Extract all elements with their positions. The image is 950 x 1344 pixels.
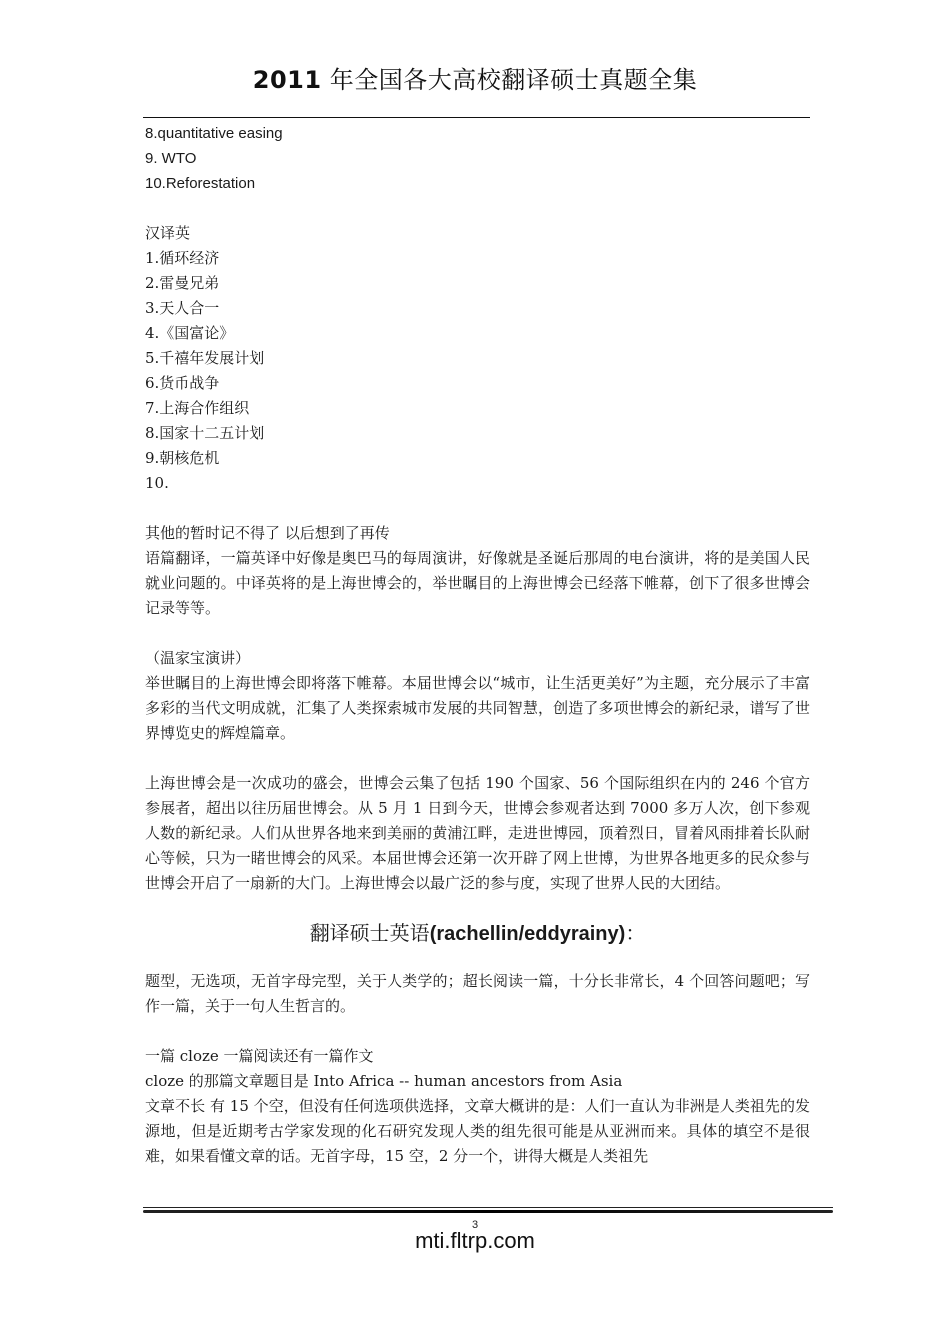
header-rule: [143, 117, 810, 118]
header-title: 年全国各大高校翻译硕士真题全集: [321, 66, 698, 94]
paragraph: 举世瞩目的上海世博会即将落下帷幕。本届世博会以“城市，让生活更美好”为主题，充分展示了丰富多彩的当代文明成就，汇集了人类探索城市发展的共同智慧，创造了多项世博会的新纪录，谱写了世界博览史的辉煌篇章。: [145, 674, 810, 742]
footer-url: mti.fltrp.com: [415, 1228, 535, 1253]
list-item: 9.朝核危机: [145, 449, 220, 467]
list-item: 3.天人合一: [145, 299, 220, 317]
section-heading-zh-to-en: 汉译英: [145, 224, 191, 242]
note-line: 一篇 cloze 一篇阅读还有一篇作文: [145, 1047, 374, 1065]
list-item: 4.《国富论》: [145, 324, 235, 342]
paragraph: 上海世博会是一次成功的盛会，世博会云集了包括 190 个国家、56 个国际组织在内的 246 个官方参展者，超出以往历届世博会。从 5 月 1 日到今天，世博会参观者达到 7000 多万人次，创下参观人数的新纪录。人们从世界各地来到美丽的黄浦江畔，走进世博园，顶着烈日，冒着风雨排着长队耐心等候，只为一睹世博会的风采。本届世博会还第一次开辟了网上世博，为世界各地更多的民众参与世博会开启了一扇新的大门。上海世博会以最广泛的参与度，实现了世界人民的大团结。: [145, 774, 810, 892]
note-line: 其他的暂时记不得了 以后想到了再传: [145, 524, 390, 542]
section-title-authors: (rachellin/eddyrainy): [429, 923, 626, 945]
list-item: 9. WTO: [145, 150, 197, 167]
paragraph: 题型，无选项，无首字母完型，关于人类学的；超长阅读一篇，十分长非常长，4 个回答问题吧；写作一篇，关于一句人生哲言的。: [145, 972, 810, 1015]
document-body: [145, 121, 810, 1169]
note-line: cloze 的那篇文章题目是 Into Africa -- human ancestors from Asia: [145, 1072, 623, 1090]
paragraph: 文章不长 有 15 个空，但没有任何选项供选择，文章大概讲的是：人们一直认为非洲是人类祖先的发源地，但是近期考古学家发现的化石研究发现人类的组先很可能是从亚洲而来。具体的填空不是很难，如果看懂文章的话。无首字母，15 空，2 分一个，讲得大概是人类祖先: [145, 1097, 810, 1165]
list-item: 8.国家十二五计划: [145, 424, 265, 442]
list-item: 10.Reforestation: [145, 175, 256, 192]
section-title-prefix: 翻译硕士英语: [309, 921, 430, 945]
page-header: [0, 60, 950, 95]
list-item: 1.循环经济: [145, 249, 220, 267]
list-item: 10.: [145, 474, 169, 492]
header-year: 2011: [252, 66, 322, 94]
list-item: 6.货币战争: [145, 374, 220, 392]
list-item: 2.雷曼兄弟: [145, 274, 220, 292]
footer-rule: [143, 1207, 833, 1213]
list-item: 8.quantitative easing: [145, 125, 283, 142]
page-number: 3: [471, 1219, 479, 1231]
speech-label: （温家宝演讲）: [145, 649, 251, 667]
section-title-suffix: ：: [625, 921, 646, 945]
paragraph: 语篇翻译，一篇英译中好像是奥巴马的每周演讲，好像就是圣诞后那周的电台演讲，将的是美国人民就业问题的。中译英将的是上海世博会的，举世瞩目的上海世博会已经落下帷幕，创下了很多世博会记录等等。: [145, 549, 810, 617]
list-item: 7.上海合作组织: [145, 399, 250, 417]
list-item: 5.千禧年发展计划: [145, 349, 265, 367]
section-title: [145, 918, 810, 949]
